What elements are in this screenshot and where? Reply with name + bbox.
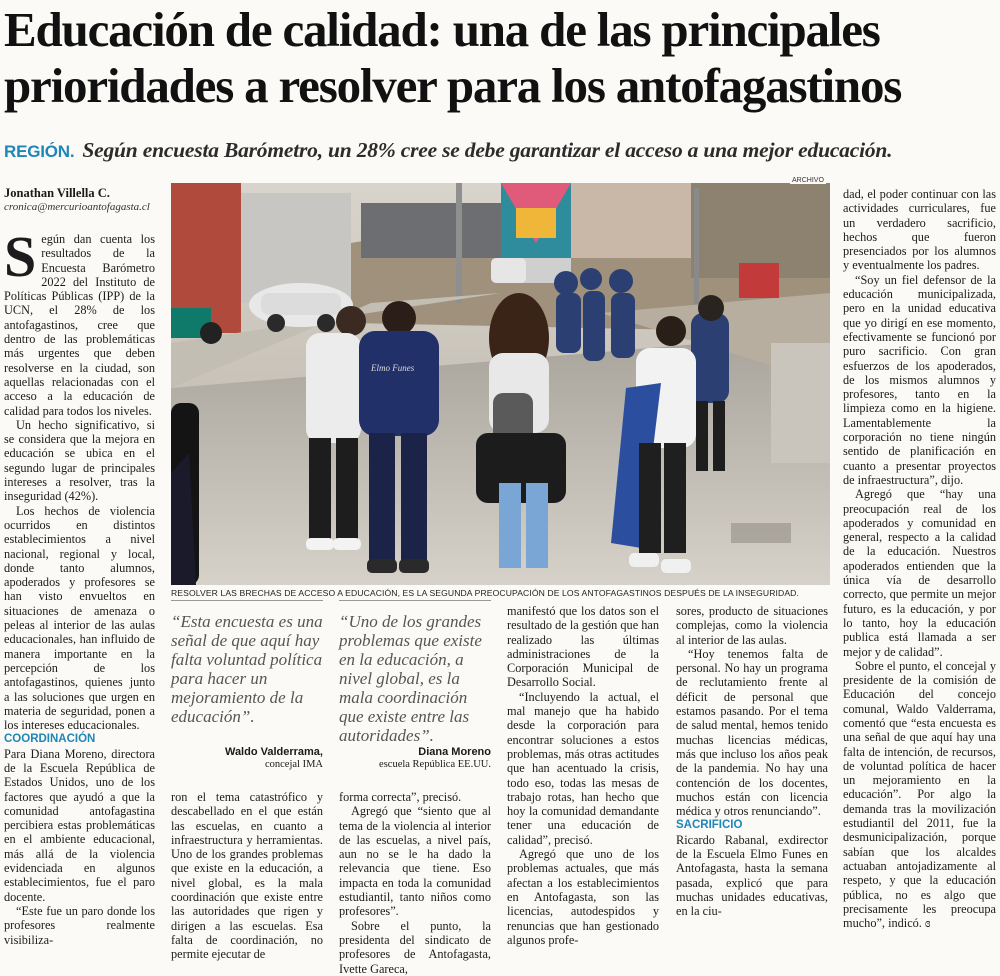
paragraph: Agregó que “siento que al tema de la violencia al interior de las escuelas, a nivel país, aun no se le ha dado la relevancia que tiene. Eso impacta en toda la comunidad estudiantil, tanto niños como profesores”. xyxy=(339,804,491,919)
quote-author-role: escuela República EE.UU. xyxy=(379,759,491,770)
quote-rule xyxy=(339,600,491,601)
headline-line-2: prioridades a resolver para los antofagastinos xyxy=(4,58,902,113)
pull-quote-1-attribution xyxy=(171,746,323,770)
pull-quote-2-attribution xyxy=(339,746,491,770)
column-1 xyxy=(4,224,155,947)
author-name: Jonathan Villella C. xyxy=(4,186,110,200)
paragraph: Los hechos de violencia ocurridos en distintos establecimientos a nivel nacional, regional y local, donde tanto alumnos, apoderados y profesores se han visto envueltos en situaciones de amenaza o peleas al interior de las aulas educacionales, han influido de manera importante en la percepción de los antofagastinos, quienes junto a las soluciones que urgen en materia de seguridad, ponen a los intereses educacionales. xyxy=(4,503,155,733)
paragraph: ron el tema catastrófico y descabellado en el que están las escuelas, en cuanto a infraestructura y herramientas. Uno de los grandes problemas que existe en la educación, a nivel global, es la mala coordinación que existe entre las autoridades que rigen y dirigen a las escuelas. Esa falta de coordinación, no permite ejecutar de xyxy=(171,790,323,962)
section-heading-coordinacion: COORDINACIÓN xyxy=(4,733,96,746)
paragraph: “Soy un fiel defensor de la educación municipalizada, pero en la unidad educativa que yo dirigí en ese momento, efectivamente se funcionó por puro sacrificio. Con gran esfuerzos de los apoderados, de los mismos alumnos y profesores, tanto en la limpieza como en la higiene. Lamentablemente la corporación no tiene ningún sentido de planificación en cuanto a presentar proyectos de infraestructura”, dijo. xyxy=(843,272,996,487)
column-5 xyxy=(676,604,828,919)
section-heading-sacrificio: SACRIFICIO xyxy=(676,819,743,832)
quote-rule xyxy=(171,600,323,601)
headline xyxy=(4,2,994,114)
paragraph-intro: Según dan cuenta los resultados de la Encuesta Barómetro 2022 del Instituto de Políticas Públicas (IPP) de la UCN, el 28% de los antofagastinos, cree que dentro de las problemáticas más urgentes que deben resolverse en la ciudad, son aquellas relacionadas con el acceso a la educación de calidad para todos los niveles. xyxy=(4,224,155,418)
subhead-text: Según encuesta Barómetro, un 28% cree se debe garantizar el acceso a una mejor educación. xyxy=(82,138,893,162)
paragraph: Para Diana Moreno, directora de la Escuela República de Estados Unidos, uno de los factores que ayudó a que la comunidad antofagastina percibiera estas problemáticas en el ambiente educacional, más allá de la violencia evidenciada en algunos establecimientos, fue el paro docente. xyxy=(4,746,155,904)
svg-text:Elmo Funes: Elmo Funes xyxy=(371,363,415,373)
end-mark-icon: ɞ xyxy=(924,916,931,931)
paragraph: Agregó que uno de los problemas actuales, que más afectan a los establecimientos en Antofagasta, son las licencias, autodespidos y renuncias que han gestionado algunos profe- xyxy=(507,847,659,947)
paragraph: Agregó que “hay una preocupación real de los apoderados y comunidad en general, respecto a la calidad de la educación. Nuestros apoderados entienden que la única vía de desarrollo correcto, que permite un mejor futuro, es la educación, y por lo tanto, hoy la educación publica está llamada a ser mejor y de calidad”. xyxy=(843,487,996,659)
paragraph: Un hecho significativo, si se considera que la mejora en educación se ubica en el segundo lugar de principales intereses a resolver, tras la inseguridad (42%). xyxy=(4,417,155,504)
paragraph: Sobre el punto, el concejal y presidente de la comisión de Educación del concejo comunal, Waldo Valderrama, comentó que “esta encuesta es una señal de que aquí hay una falta de intención, de recursos, de voluntad política de hacer un mejoramiento en la educación”. Por algo la demanda tras la movilización estudiantil del 2011, fue la desmunicipalización, porque sabían que los alcaldes actuaban antojadizamente al respeto, y que la educación pública, no es algo que precisamente les preocupa mucho”, indicó. ɞ xyxy=(843,658,996,931)
drop-cap: S xyxy=(4,224,37,289)
paragraph: Ricardo Rabanal, exdirector de la Escuela Elmo Funes en Antofagasta, hasta la semana pasada, explicó que para muchas unidades educativas, en la ciu- xyxy=(676,832,828,919)
author-email: cronica@mercurioantofagasta.cl xyxy=(4,201,150,213)
photo-caption: RESOLVER LAS BRECHAS DE ACCESO A EDUCACIÓN, ES LA SEGUNDA PREOCUPACIÓN DE LOS ANTOFAGASTINOS DESPUÉS DE LA INSEGURIDAD. xyxy=(171,588,799,598)
section-tag: REGIÓN. xyxy=(4,142,75,161)
paragraph: manifestó que los datos son el resultado de la gestión que han realizado las últimas administraciones de la Corporación Municipal de Desarrollo Social. xyxy=(507,604,659,690)
paragraph: “Hoy tenemos falta de personal. No hay un programa de reclutamiento frente al déficit de personal que estamos pasando. Por el tema de salud mental, hemos tenido muchas licencias médicas, más que incluso los años peak de la pandemia. No hay una contención de los docentes, muchos están con licencia médica y otros renunciando”. xyxy=(676,646,828,819)
article-photo xyxy=(171,183,830,585)
pull-quote-2: “Uno de los grandes problemas que existe en la educación, a nivel global, es la mala coordinación que existe entre las autoridades”. xyxy=(339,612,482,745)
pull-quote-1: “Esta encuesta es una señal de que aquí hay falta voluntad política para hacer un mejoramiento de la educación”. xyxy=(171,612,323,726)
students-walking-photo xyxy=(171,183,830,585)
paragraph: Sobre el punto, la presidenta del sindicato de profesores de Antofagasta, Ivette Gareca, xyxy=(339,918,491,976)
quote-author: Waldo Valderrama, xyxy=(224,746,323,758)
column-3 xyxy=(339,790,491,976)
paragraph: “Incluyendo la actual, el mal manejo que ha habido desde la corporación para encontrar soluciones a estos problemas, más otras actitudes que han acentuado la crisis, todo eso, todas las mesas de trabajo rotas, han hecho que hoy la comunidad demandante tener una educación de calidad”, precisó. xyxy=(507,689,659,847)
column-6 xyxy=(843,187,996,930)
quote-author-role: concejal IMA xyxy=(264,759,323,770)
paragraph: forma correcta”, precisó. xyxy=(339,790,462,804)
quote-author: Diana Moreno xyxy=(418,746,491,758)
headline-line-1: Educación de calidad: una de las principales xyxy=(4,2,880,57)
paragraph: dad, el poder continuar con las actividades curriculares, fue un verdadero sacrificio, hechos que fueron presenciados por los alumnos y eventualmente los padres. xyxy=(843,187,996,273)
subhead xyxy=(4,138,996,163)
column-4 xyxy=(507,604,659,947)
paragraph: “Este fue un paro donde los profesores realmente visibiliza- xyxy=(4,903,155,947)
photo-credit: ARCHIVO xyxy=(792,177,824,184)
byline xyxy=(4,186,166,213)
column-2 xyxy=(171,790,323,962)
paragraph: sores, producto de situaciones complejas, como la violencia al interior de las aulas. xyxy=(676,604,828,647)
